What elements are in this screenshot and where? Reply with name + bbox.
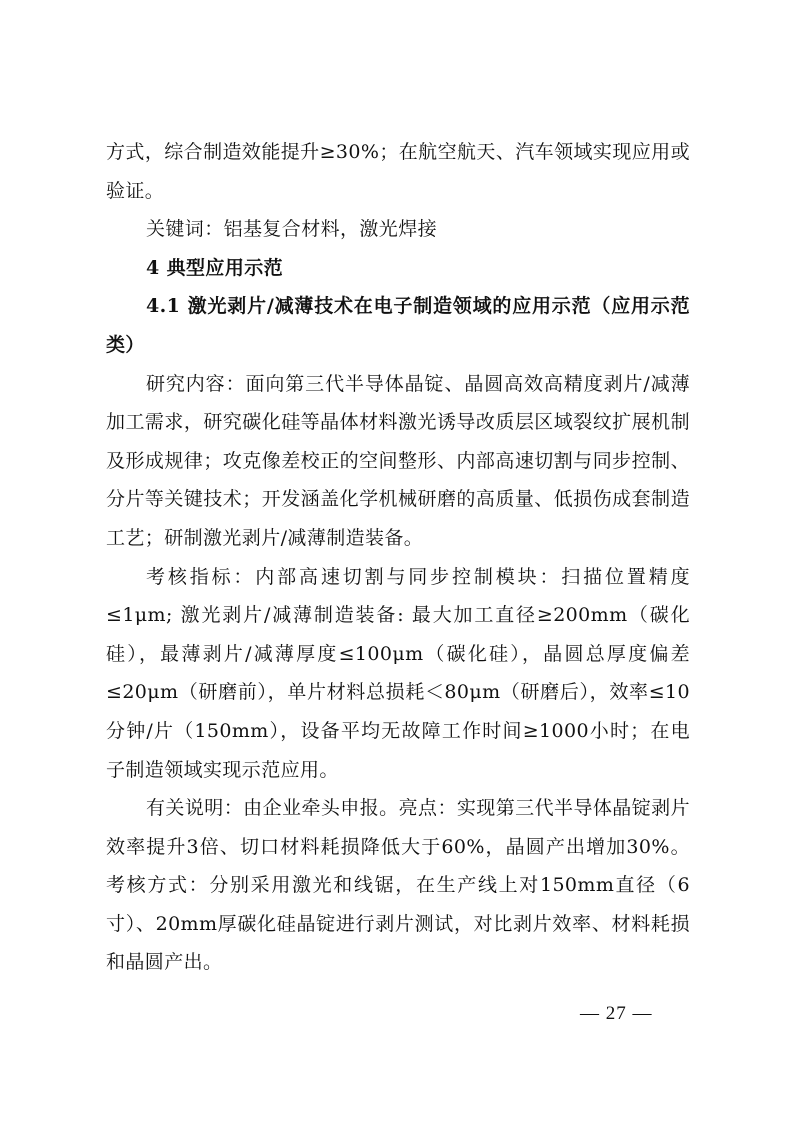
notes-label: 有关说明：	[146, 797, 244, 820]
research-content-paragraph	[106, 365, 690, 558]
section-heading-4: 4 典型应用示范	[146, 256, 284, 279]
notes-text: 由企业牵头申报。亮点：实现第三代半导体晶锭剥片效率提升3倍、切口材料耗损降低大于60%，晶圆产出增加30%。考核方式：分别采用激光和线锯，在生产线上对150mm直径（6寸）、20mm厚碳化硅晶锭进行剥片测试，对比剥片效率、材料耗损和晶圆产出。	[106, 797, 690, 974]
notes-paragraph	[106, 789, 690, 982]
keywords-paragraph	[106, 210, 690, 249]
document-body	[106, 133, 690, 982]
assessment-indicators-label: 考核指标：	[146, 565, 256, 588]
assessment-indicators-text: 内部高速切割与同步控制模块：扫描位置精度≤1μm; 激光剥片/减薄制造装备: 最大加工直径≥200mm（碳化硅），最薄剥片/减薄厚度≤100μm（碳化硅），晶圆总厚度偏差≤20μm（研磨前），单片材料总损耗＜80μm（研磨后），效率≤10分钟/片（150mm），设备平均无故障工作时间≥1000小时；在电子制造领域实现示范应用。	[106, 565, 690, 781]
paragraph-continuation: 方式，综合制造效能提升≥30%；在航空航天、汽车领域实现应用或验证。	[106, 141, 690, 202]
assessment-indicators-paragraph	[106, 558, 690, 790]
research-content-text: 面向第三代半导体晶锭、晶圆高效高精度剥片/减薄加工需求，研究碳化硅等晶体材料激光诱导改质层区域裂纹扩展机制及形成规律；攻克像差校正的空间整形、内部高速切割与同步控制、分片等关键技术；开发涵盖化学机械研磨的高质量、低损伤成套制造工艺；研制激光剥片/减薄制造装备。	[106, 372, 690, 549]
research-content-label: 研究内容：	[146, 372, 246, 395]
keywords-text: 铝基复合材料，激光焊接	[223, 218, 438, 241]
keywords-label: 关键词：	[146, 218, 224, 241]
page-number: — 27 —	[580, 1003, 653, 1024]
section-heading-4-1: 4.1 激光剥片/减薄技术在电子制造领域的应用示范（应用示范类）	[106, 295, 690, 356]
